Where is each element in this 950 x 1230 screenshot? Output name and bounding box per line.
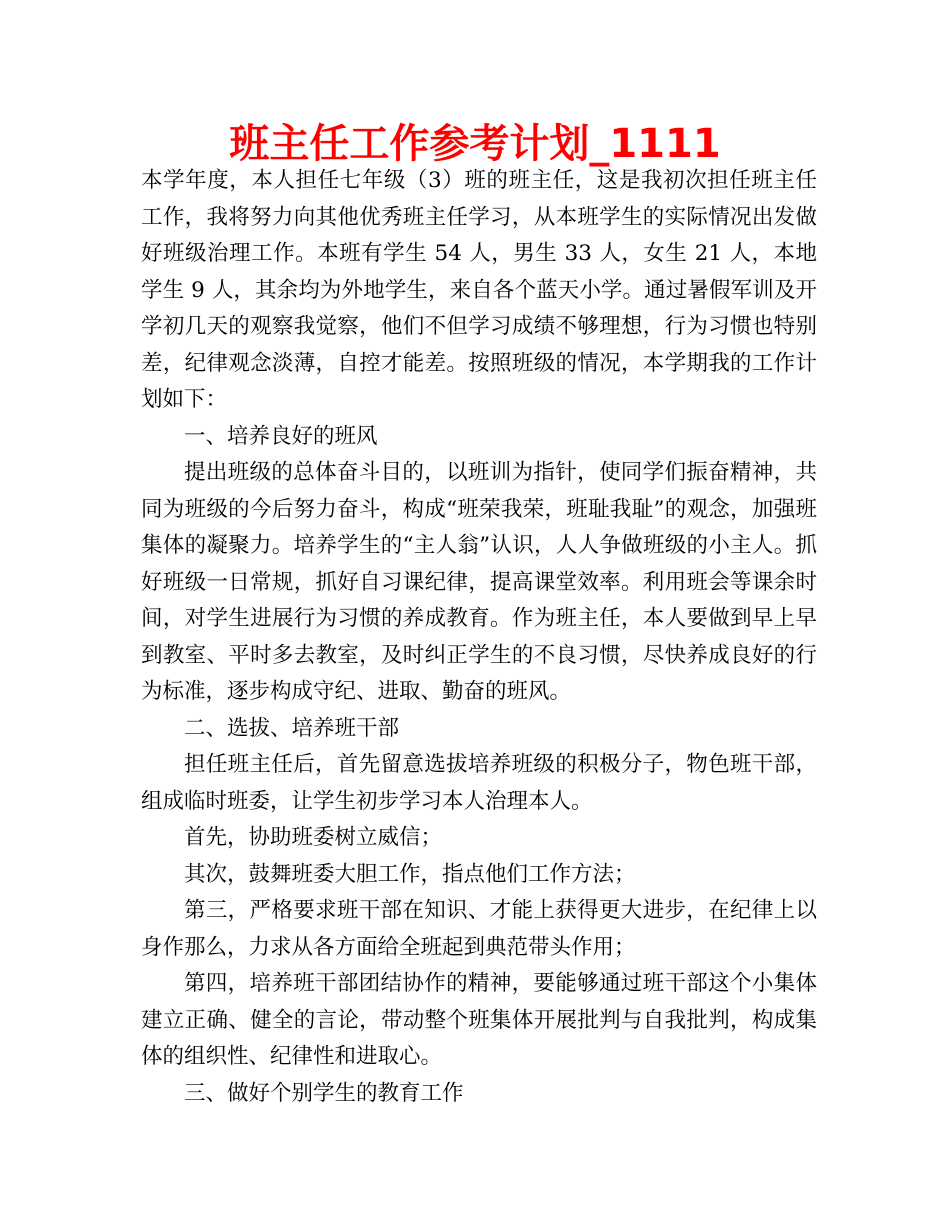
document-title: 班主任工作参考计划_1111 <box>229 121 721 167</box>
paragraph-step-third: 第三，严格要求班干部在知识、才能上获得更大进步，在纪律上以身作那么，力求从各方面给全班起到典范带头作用； <box>141 898 817 960</box>
section-heading-1: 一、培养良好的班风 <box>184 423 378 449</box>
document-body <box>141 163 817 1112</box>
paragraph-step-second: 其次，鼓舞班委大胆工作，指点他们工作方法； <box>184 861 636 887</box>
section-heading-3: 三、做好个别学生的教育工作 <box>184 1080 464 1106</box>
paragraph-intro: 本学年度，本人担任七年级（3）班的班主任，这是我初次担任班主任工作，我将努力向其他优秀班主任学习，从本班学生的实际情况出发做好班级治理工作。本班有学生 54 人，男生 33 人，女生 21 人，本地学生 9 人，其余均为外地学生，来自各个蓝天小学。通过暑假军训及开学初几天的观察我觉察，他们不但学习成绩不够理想，行为习惯也特别差，纪律观念淡薄，自控才能差。按照班级的情况，本学期我的工作计划如下： <box>141 168 817 412</box>
paragraph-step-fourth: 第四，培养班干部团结协作的精神，要能够通过班干部这个小集体建立正确、健全的言论，带动整个班集体开展批判与自我批判，构成集体的组织性、纪律性和进取心。 <box>141 971 817 1069</box>
section-heading-2: 二、选拔、培养班干部 <box>184 715 400 741</box>
paragraph-cadre-selection: 担任班主任后，首先留意选拔培养班级的积极分子，物色班干部，组成临时班委，让学生初步学习本人治理本人。 <box>141 752 817 814</box>
paragraph-class-style: 提出班级的总体奋斗目的，以班训为指针，使同学们振奋精神，共同为班级的今后努力奋斗，构成“班荣我荣，班耻我耻”的观念，加强班集体的凝聚力。培养学生的“主人翁”认识，人人争做班级的小主人。抓好班级一日常规，抓好自习课纪律，提高课堂效率。利用班会等课余时间，对学生进展行为习惯的养成教育。作为班主任，本人要做到早上早到教室、平时多去教室，及时纠正学生的不良习惯，尽快养成良好的行为标准，逐步构成守纪、进取、勤奋的班风。 <box>141 460 817 704</box>
paragraph-step-first: 首先，协助班委树立威信； <box>184 825 443 850</box>
